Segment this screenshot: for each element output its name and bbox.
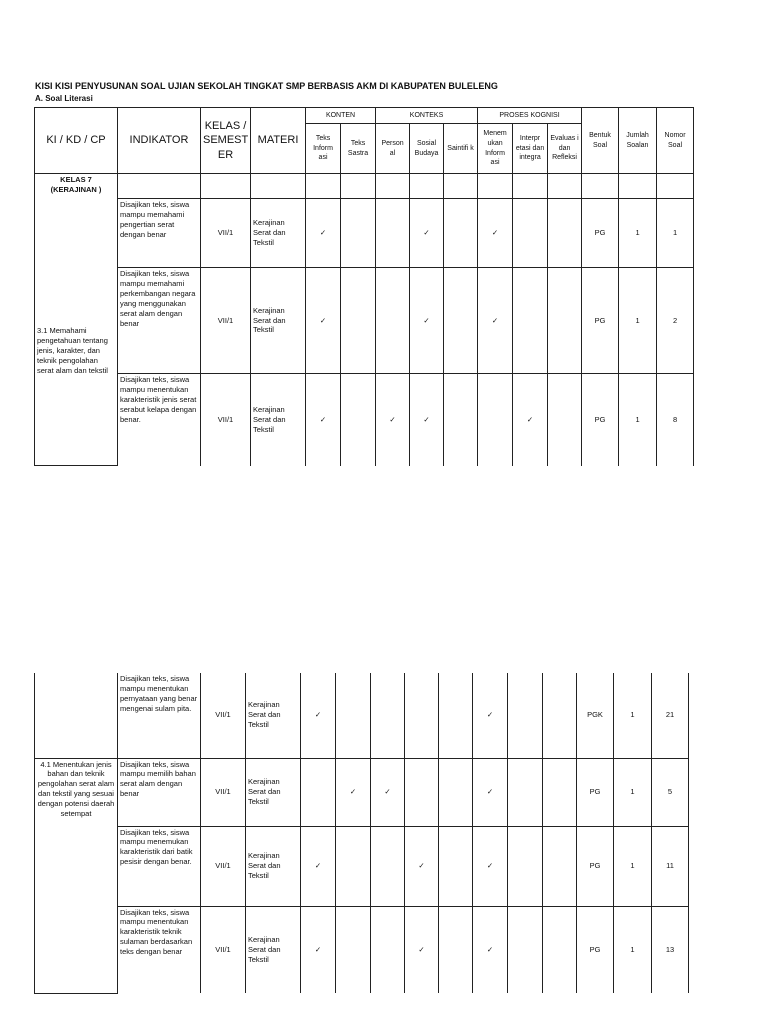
- check-cell-evaluasi: [548, 374, 582, 466]
- nomor-soal-cell: 2: [657, 268, 694, 374]
- check-cell-teks-info: ✓: [301, 826, 336, 906]
- materi-cell: Kerajinan Serat dan Tekstil: [246, 906, 301, 993]
- check-cell-sosial: ✓: [410, 268, 444, 374]
- check-cell-personal: ✓: [371, 758, 405, 826]
- kd-cell-4-1: 4.1 Menentukan jenis bahan dan teknik pengolahan serat alam dan tekstil yang sesuai dengan potensi daerah setempat: [35, 758, 118, 993]
- header-indikator: INDIKATOR: [118, 108, 201, 174]
- materi-cell: Kerajinan Serat dan Tekstil: [251, 199, 306, 268]
- check-cell-saintifik: [444, 268, 478, 374]
- jumlah-soalan-cell: 1: [614, 906, 652, 993]
- materi-cell: Kerajinan Serat dan Tekstil: [246, 758, 301, 826]
- nomor-soal-cell: 21: [652, 673, 689, 758]
- nomor-soal-cell: 5: [652, 758, 689, 826]
- kisi-table-page-1: [34, 107, 694, 466]
- table-row: [35, 758, 689, 826]
- check-cell-sosial: [405, 758, 439, 826]
- check-cell-menemukan: [478, 374, 513, 466]
- kelas-semester-cell: VII/1: [201, 268, 251, 374]
- bentuk-soal-cell: PG: [582, 199, 619, 268]
- check-cell-teks-sastra: ✓: [336, 758, 371, 826]
- check-cell-teks-sastra: [336, 673, 371, 758]
- jumlah-soalan-cell: 1: [619, 374, 657, 466]
- header-teks-informasi: Teks Inform asi: [306, 124, 341, 174]
- check-cell-evaluasi: [543, 906, 577, 993]
- bentuk-soal-cell: PG: [577, 758, 614, 826]
- check-cell-saintifik: [439, 758, 473, 826]
- check-cell-teks-sastra: [341, 268, 376, 374]
- bentuk-soal-cell: PG: [582, 268, 619, 374]
- indikator-cell: Disajikan teks, siswa mampu memahami pengertian serat dengan benar: [118, 199, 201, 268]
- check-cell-interpretasi: [508, 673, 543, 758]
- spacer-cell: [376, 174, 410, 199]
- header-saintifik: Saintifi k: [444, 124, 478, 174]
- indikator-cell: Disajikan teks, siswa mampu memahami perkembangan negara yang menggunakan serat alam dengan benar: [118, 268, 201, 374]
- materi-cell: Kerajinan Serat dan Tekstil: [251, 374, 306, 466]
- kelas-label: KELAS 7 (KERAJINAN ): [35, 174, 118, 199]
- document-title: KISI KISI PENYUSUNAN SOAL UJIAN SEKOLAH TINGKAT SMP BERBASIS AKM DI KABUPATEN BULELENG: [35, 81, 498, 91]
- spacer-cell: [444, 174, 478, 199]
- indikator-cell: Disajikan teks, siswa mampu menentukan karakteristik jenis serat serabut kelapa dengan benar.: [118, 374, 201, 466]
- check-cell-saintifik: [439, 673, 473, 758]
- materi-cell: Kerajinan Serat dan Tekstil: [246, 826, 301, 906]
- spacer-cell: [478, 174, 513, 199]
- check-cell-sosial: [405, 673, 439, 758]
- header-kelas-semester: KELAS / SEMEST ER: [201, 108, 251, 174]
- kelas-semester-cell: VII/1: [201, 906, 246, 993]
- check-cell-saintifik: [439, 826, 473, 906]
- check-cell-menemukan: ✓: [473, 906, 508, 993]
- spacer-cell: [306, 174, 341, 199]
- jumlah-soalan-cell: 1: [619, 268, 657, 374]
- table-row: [35, 268, 694, 374]
- jumlah-soalan-cell: 1: [619, 199, 657, 268]
- kd-cell-empty: [35, 673, 118, 758]
- header-teks-sastra: Teks Sastra: [341, 124, 376, 174]
- check-cell-interpretasi: [508, 826, 543, 906]
- jumlah-soalan-cell: 1: [614, 758, 652, 826]
- check-cell-sosial: ✓: [405, 826, 439, 906]
- spacer-cell: [251, 174, 306, 199]
- header-jumlah-soalan: Jumlah Soalan: [619, 108, 657, 174]
- spacer-cell: [410, 174, 444, 199]
- check-cell-teks-sastra: [336, 906, 371, 993]
- check-cell-personal: [371, 906, 405, 993]
- nomor-soal-cell: 1: [657, 199, 694, 268]
- table-row: [35, 374, 694, 466]
- check-cell-teks-info: [301, 758, 336, 826]
- bentuk-soal-cell: PG: [577, 906, 614, 993]
- check-cell-interpretasi: [508, 758, 543, 826]
- table-row: [35, 673, 689, 758]
- spacer-cell: [582, 174, 619, 199]
- check-cell-sosial: ✓: [405, 906, 439, 993]
- kd-cell-3-1: 3.1 Memahami pengetahuan tentang jenis, karakter, dan teknik pengolahan serat alam dan tekstil: [35, 199, 118, 466]
- spacer-cell: [548, 174, 582, 199]
- check-cell-teks-info: ✓: [301, 673, 336, 758]
- spacer-cell: [619, 174, 657, 199]
- kisi-table-page-2: [34, 673, 689, 994]
- check-cell-menemukan: ✓: [478, 199, 513, 268]
- kelas-semester-cell: VII/1: [201, 673, 246, 758]
- check-cell-personal: [376, 268, 410, 374]
- table-row: [35, 826, 689, 906]
- spacer-cell: [513, 174, 548, 199]
- check-cell-evaluasi: [548, 199, 582, 268]
- header-konteks: KONTEKS: [376, 108, 478, 124]
- check-cell-evaluasi: [543, 758, 577, 826]
- nomor-soal-cell: 8: [657, 374, 694, 466]
- header-evaluasi: Evaluas i dan Refleksi: [548, 124, 582, 174]
- spacer-cell: [201, 174, 251, 199]
- check-cell-interpretasi: ✓: [513, 374, 548, 466]
- spacer-cell: [341, 174, 376, 199]
- check-cell-menemukan: ✓: [473, 826, 508, 906]
- table-row: [35, 199, 694, 268]
- check-cell-saintifik: [439, 906, 473, 993]
- header-ki-kd-cp: KI / KD / CP: [35, 108, 118, 174]
- check-cell-evaluasi: [543, 673, 577, 758]
- check-cell-personal: [371, 826, 405, 906]
- check-cell-interpretasi: [513, 199, 548, 268]
- check-cell-teks-info: ✓: [306, 268, 341, 374]
- check-cell-teks-sastra: [341, 374, 376, 466]
- header-konten: KONTEN: [306, 108, 376, 124]
- check-cell-teks-info: ✓: [301, 906, 336, 993]
- nomor-soal-cell: 11: [652, 826, 689, 906]
- check-cell-evaluasi: [548, 268, 582, 374]
- check-cell-teks-sastra: [341, 199, 376, 268]
- header-bentuk-soal: Bentuk Soal: [582, 108, 619, 174]
- header-personal: Person al: [376, 124, 410, 174]
- check-cell-menemukan: ✓: [473, 758, 508, 826]
- header-materi: MATERI: [251, 108, 306, 174]
- table-row: [35, 906, 689, 993]
- kelas-semester-cell: VII/1: [201, 758, 246, 826]
- nomor-soal-cell: 13: [652, 906, 689, 993]
- check-cell-interpretasi: [508, 906, 543, 993]
- bentuk-soal-cell: PGK: [577, 673, 614, 758]
- bentuk-soal-cell: PG: [577, 826, 614, 906]
- header-interpretasi: Interpr etasi dan integra: [513, 124, 548, 174]
- kelas-semester-cell: VII/1: [201, 826, 246, 906]
- indikator-cell: Disajikan teks, siswa mampu menentukan pernyataan yang benar mengenai sulam pita.: [118, 673, 201, 758]
- check-cell-saintifik: [444, 374, 478, 466]
- materi-cell: Kerajinan Serat dan Tekstil: [251, 268, 306, 374]
- indikator-cell: Disajikan teks, siswa mampu menemukan karakteristik dari batik pesisir dengan benar.: [118, 826, 201, 906]
- indikator-cell: Disajikan teks, siswa mampu menentukan karakteristik teknik sulaman berdasarkan teks dengan benar: [118, 906, 201, 993]
- header-menemukan-informasi: Menem ukan Inform asi: [478, 124, 513, 174]
- materi-cell: Kerajinan Serat dan Tekstil: [246, 673, 301, 758]
- check-cell-menemukan: ✓: [478, 268, 513, 374]
- check-cell-interpretasi: [513, 268, 548, 374]
- indikator-cell: Disajikan teks, siswa mampu memilih bahan serat alam dengan benar: [118, 758, 201, 826]
- header-nomor-soal: Nomor Soal: [657, 108, 694, 174]
- check-cell-evaluasi: [543, 826, 577, 906]
- check-cell-teks-info: ✓: [306, 374, 341, 466]
- check-cell-personal: [376, 199, 410, 268]
- bentuk-soal-cell: PG: [582, 374, 619, 466]
- check-cell-saintifik: [444, 199, 478, 268]
- check-cell-personal: [371, 673, 405, 758]
- check-cell-teks-info: ✓: [306, 199, 341, 268]
- header-proses-kognisi: PROSES KOGNISI: [478, 108, 582, 124]
- header-sosial-budaya: Sosial Budaya: [410, 124, 444, 174]
- check-cell-sosial: ✓: [410, 374, 444, 466]
- kelas-semester-cell: VII/1: [201, 374, 251, 466]
- check-cell-teks-sastra: [336, 826, 371, 906]
- kelas-semester-cell: VII/1: [201, 199, 251, 268]
- check-cell-menemukan: ✓: [473, 673, 508, 758]
- section-subtitle: A. Soal Literasi: [35, 94, 93, 103]
- spacer-cell: [657, 174, 694, 199]
- check-cell-sosial: ✓: [410, 199, 444, 268]
- spacer-cell: [118, 174, 201, 199]
- check-cell-personal: ✓: [376, 374, 410, 466]
- jumlah-soalan-cell: 1: [614, 673, 652, 758]
- jumlah-soalan-cell: 1: [614, 826, 652, 906]
